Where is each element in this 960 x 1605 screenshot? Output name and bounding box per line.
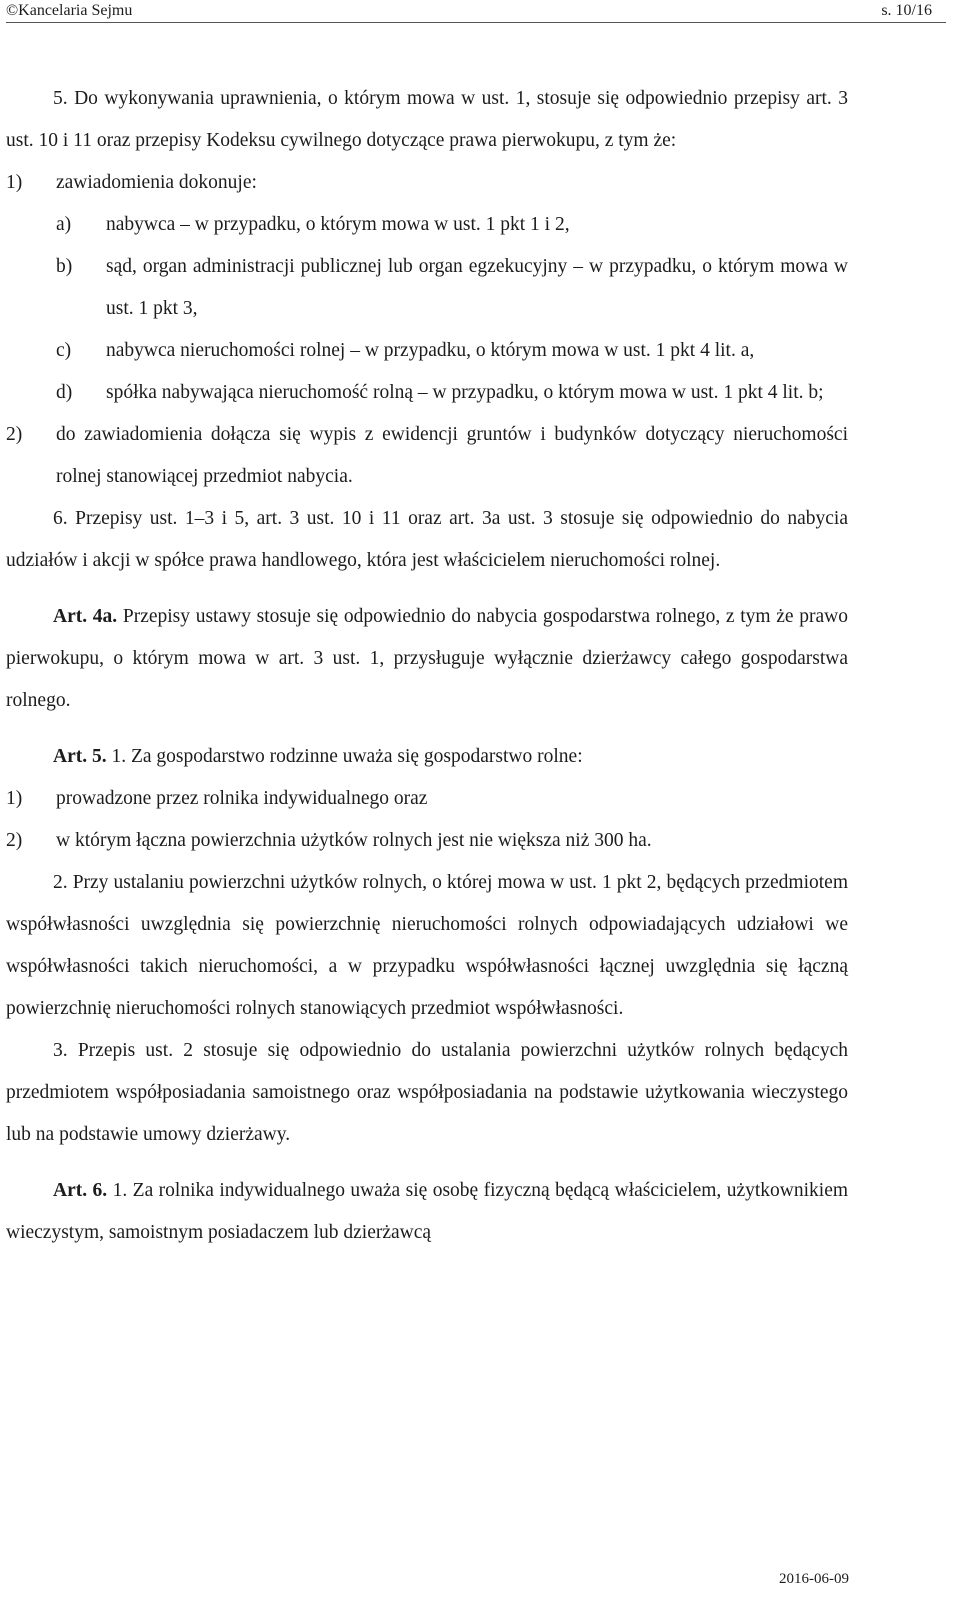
ust-number: 1.: [111, 746, 127, 767]
list-text: nabywca nieruchomości rolnej – w przypadku, o którym mowa w ust. 1 pkt 4 lit. a,: [106, 340, 755, 361]
list-label: c): [56, 340, 72, 361]
header-divider: [6, 22, 946, 23]
header-copyright: ©Kancelaria Sejmu: [6, 2, 133, 19]
page-header: [6, 0, 946, 22]
list-item: [6, 372, 848, 414]
document-body: [6, 78, 848, 1254]
header-page-number: s. 10/16: [881, 2, 932, 19]
list-label: 1): [6, 788, 23, 809]
article-5: [6, 736, 848, 778]
paragraph-text: Do wykonywania uprawnienia, o którym mowa w ust. 1, stosuje się odpowiednio przepisy art. 3 ust. 10 i 11 oraz przepisy Kodeksu cywilnego dotyczące prawa pierwokupu, z tym że:: [6, 88, 849, 151]
article-heading: Art. 4a.: [53, 606, 118, 627]
article-6: [6, 1170, 848, 1254]
article-4a: [6, 596, 848, 722]
ust-number: 6.: [53, 508, 68, 529]
list-item: [6, 162, 848, 204]
list-text: prowadzone przez rolnika indywidualnego oraz: [56, 788, 428, 809]
list-label: a): [56, 214, 72, 235]
list-text: nabywca – w przypadku, o którym mowa w ust. 1 pkt 1 i 2,: [106, 214, 570, 235]
paragraph-ust-6: [6, 498, 848, 582]
list-text: zawiadomienia dokonuje:: [56, 172, 257, 193]
list-text: sąd, organ administracji publicznej lub organ egzekucyjny – w przypadku, o którym mowa w ust. 1 pkt 3,: [106, 256, 848, 319]
list-item: [6, 414, 848, 498]
ust-number: 3.: [53, 1040, 68, 1061]
list-item: [6, 204, 848, 246]
paragraph-ust-3: [6, 1030, 848, 1156]
list-label: 2): [6, 424, 23, 445]
list-text: w którym łączna powierzchnia użytków rolnych jest nie większa niż 300 ha.: [56, 830, 652, 851]
paragraph-text: Przepisy ustawy stosuje się odpowiednio do nabycia gospodarstwa rolnego, z tym że prawo pierwokupu, o którym mowa w art. 3 ust. 1, przysługuje wyłącznie dzierżawcy całego gospodarstwa rolnego.: [6, 606, 848, 711]
article-heading: Art. 6.: [53, 1180, 108, 1201]
ust-number: 5.: [53, 88, 68, 109]
ust-number: 1.: [112, 1180, 128, 1201]
list-label: d): [56, 382, 73, 403]
list-item: [6, 778, 848, 820]
paragraph-text: Przepisy ust. 1–3 i 5, art. 3 ust. 10 i 11 oraz art. 3a ust. 3 stosuje się odpowiednio do nabycia udziałów i akcji w spółce prawa handlowego, która jest właścicielem nieruchomości rolnej.: [6, 508, 849, 571]
list-item: [6, 246, 848, 330]
list-label: b): [56, 256, 73, 277]
paragraph-text: Przy ustalaniu powierzchni użytków rolnych, o której mowa w ust. 1 pkt 2, będących przedmiotem współwłasności uwzględnia się powierzchnię nieruchomości rolnych odpowiadających udziałowi we współwłasności takich nieruchomości, a w przypadku współwłasności łącznej uwzględnia się łączną powierzchnię nieruchomości rolnych stanowiących przedmiot współwłasności.: [6, 872, 849, 1019]
list-text: spółka nabywająca nieruchomość rolną – w przypadku, o którym mowa w ust. 1 pkt 4 lit. b;: [106, 382, 824, 403]
paragraph-text: Za rolnika indywidualnego uważa się osobę fizyczną będącą właścicielem, użytkownikiem wieczystym, samoistnym posiadaczem lub dzierżawcą: [6, 1180, 849, 1243]
list-item: [6, 330, 848, 372]
paragraph-text: Za gospodarstwo rodzinne uważa się gospodarstwo rolne:: [130, 746, 583, 767]
paragraph-text: Przepis ust. 2 stosuje się odpowiednio do ustalania powierzchni użytków rolnych będących przedmiotem współposiadania samoistnego oraz współposiadania na podstawie użytkowania wieczystego lub na podstawie umowy dzierżawy.: [6, 1040, 848, 1145]
paragraph-ust-5: [6, 78, 848, 162]
article-heading: Art. 5.: [53, 746, 107, 767]
list-item: [6, 820, 848, 862]
list-label: 2): [6, 830, 23, 851]
ust-number: 2.: [53, 872, 68, 893]
list-label: 1): [6, 172, 23, 193]
footer-date: 2016-06-09: [779, 1571, 849, 1587]
paragraph-ust-2: [6, 862, 848, 1030]
list-text: do zawiadomienia dołącza się wypis z ewidencji gruntów i budynków dotyczący nieruchomości rolnej stanowiącej przedmiot nabycia.: [56, 424, 848, 487]
